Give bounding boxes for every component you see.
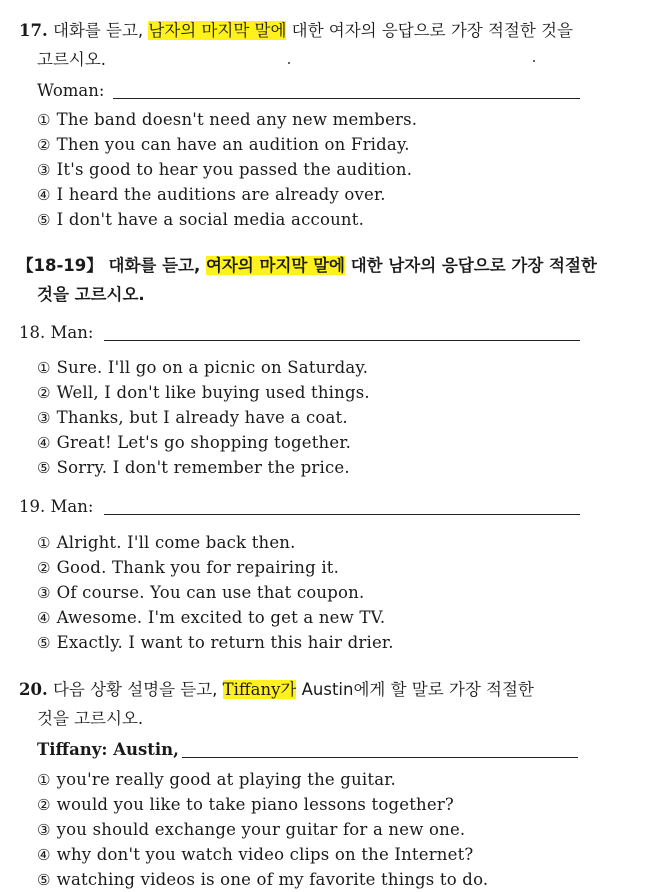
q18-choice[interactable]: ② Well, I don't like buying used things. xyxy=(37,383,370,402)
q17-number: 17. xyxy=(19,21,48,40)
q17-answer-blank[interactable] xyxy=(113,84,580,99)
q17-choice[interactable]: ④ I heard the auditions are already over. xyxy=(37,185,386,204)
q1819-prompt-line2: 것을 고르시오. xyxy=(37,285,145,304)
q17-choice[interactable]: ⑤ I don't have a social media account. xyxy=(37,210,365,229)
q17-prompt xyxy=(19,20,573,42)
q19-number: 19. xyxy=(19,497,46,516)
q1819-highlight: 여자의 마지막 말에 xyxy=(205,256,345,275)
q17-suffix: 대한 여자의 응답으로 가장 적절한 것을 xyxy=(286,21,573,40)
q19-choice[interactable]: ⑤ Exactly. I want to return this hair drier. xyxy=(37,633,394,652)
q20-highlight: Tiffany가 xyxy=(222,680,297,699)
q19-choice[interactable]: ① Alright. I'll come back then. xyxy=(37,533,296,552)
q17-speaker: Woman: xyxy=(37,81,105,100)
q20-speaker: Tiffany: Austin, xyxy=(37,740,179,759)
q19-answer-blank[interactable] xyxy=(104,500,580,515)
q20-choice[interactable]: ④ why don't you watch video clips on the Internet? xyxy=(37,845,474,864)
q1819-range: 【18-19】 xyxy=(17,256,103,275)
q20-choice[interactable]: ⑤ watching videos is one of my favorite things to do. xyxy=(37,870,489,889)
q17-highlight: 남자의 마지막 말에 xyxy=(148,21,287,40)
q18-answer-line xyxy=(19,322,93,344)
q18-answer-blank[interactable] xyxy=(104,326,580,341)
q18-choice[interactable]: ④ Great! Let's go shopping together. xyxy=(37,433,352,452)
q18-choice[interactable]: ③ Thanks, but I already have a coat. xyxy=(37,408,348,427)
q17-prefix: 대화를 듣고, xyxy=(52,21,149,40)
q17-answer-line xyxy=(37,80,104,102)
q20-number: 20. xyxy=(19,680,48,699)
q17-prompt-line2: 고르시오. xyxy=(37,50,107,69)
speck xyxy=(288,62,290,64)
q19-speaker: Man: xyxy=(50,497,94,516)
q19-choice[interactable]: ② Good. Thank you for repairing it. xyxy=(37,558,340,577)
q20-choice[interactable]: ① you're really good at playing the guitar. xyxy=(37,770,396,789)
q20-answer-blank[interactable] xyxy=(182,743,578,758)
q18-choice[interactable]: ① Sure. I'll go on a picnic on Saturday. xyxy=(37,358,369,377)
q19-answer-line xyxy=(19,496,93,518)
q17-choice[interactable]: ① The band doesn't need any new members. xyxy=(37,110,418,129)
q18-speaker: Man: xyxy=(50,323,94,342)
q20-answer-line xyxy=(37,739,179,761)
speck xyxy=(533,60,535,62)
q20-prompt: 20. 다음 상황 설명을 듣고, Tiffany가 Austin에게 할 말로 가장 적절한 xyxy=(19,680,534,699)
q17-choice[interactable]: ② Then you can have an audition on Friday. xyxy=(37,135,410,154)
q17-choice[interactable]: ③ It's good to hear you passed the audition. xyxy=(37,160,413,179)
q20-choice[interactable]: ② would you like to take piano lessons together? xyxy=(37,795,454,814)
q1819-prompt: 【18-19】 대화를 듣고, 여자의 마지막 말에 대한 남자의 응답으로 가장 적절한 xyxy=(17,256,597,275)
q18-number: 18. xyxy=(19,323,46,342)
q20-prompt-line2: 것을 고르시오. xyxy=(37,709,144,728)
q18-choice[interactable]: ⑤ Sorry. I don't remember the price. xyxy=(37,458,350,477)
q19-choice[interactable]: ④ Awesome. I'm excited to get a new TV. xyxy=(37,608,386,627)
q20-choice[interactable]: ③ you should exchange your guitar for a new one. xyxy=(37,820,466,839)
q19-choice[interactable]: ③ Of course. You can use that coupon. xyxy=(37,583,365,602)
